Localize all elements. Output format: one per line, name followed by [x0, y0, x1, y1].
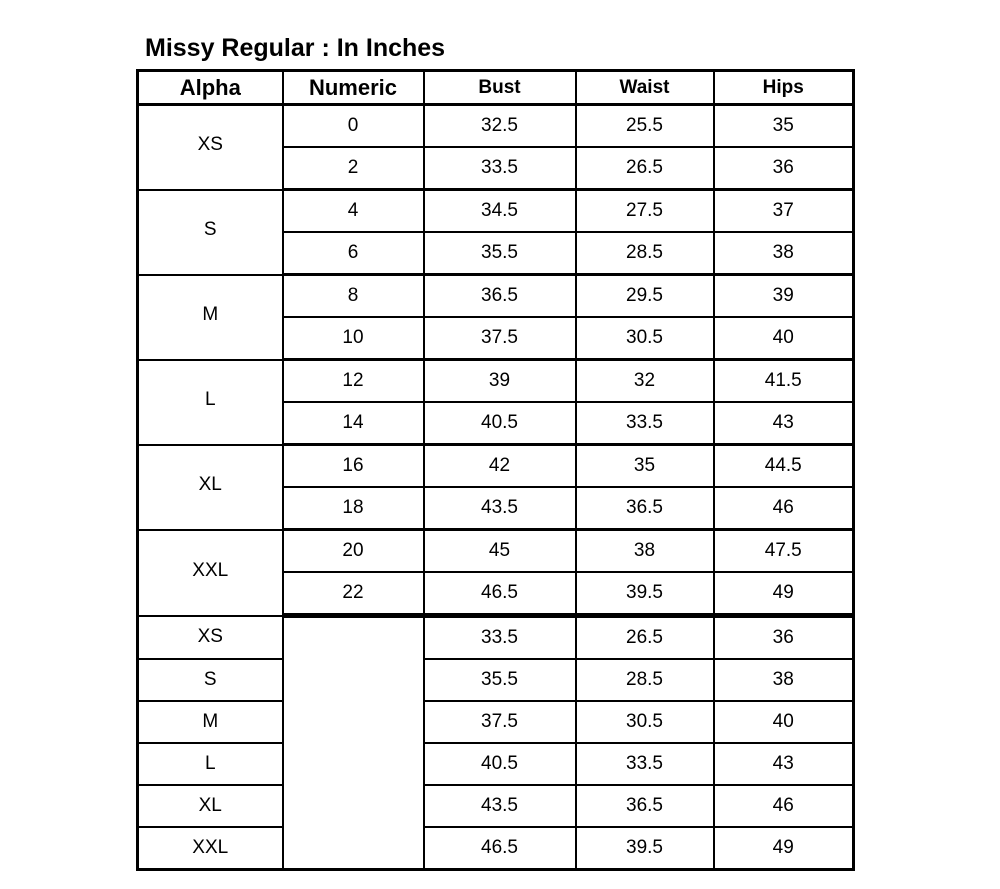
bust-cell: 32.5 [424, 105, 576, 148]
bust-cell: 37.5 [424, 701, 576, 743]
table-header [138, 71, 854, 105]
bust-cell: 46.5 [424, 572, 576, 616]
waist-cell: 35 [576, 445, 714, 488]
header-waist: Waist [576, 71, 714, 105]
table-row [138, 530, 854, 573]
waist-cell: 32 [576, 360, 714, 403]
hips-cell: 36 [714, 616, 854, 660]
waist-cell: 27.5 [576, 190, 714, 233]
alpha-size-cell: XXL [138, 827, 283, 870]
table-row [138, 827, 854, 870]
bust-cell: 42 [424, 445, 576, 488]
numeric-size-cell: 18 [283, 487, 424, 530]
bust-cell: 36.5 [424, 275, 576, 318]
waist-cell: 38 [576, 530, 714, 573]
numeric-size-cell: 4 [283, 190, 424, 233]
header-hips: Hips [714, 71, 854, 105]
numeric-size-section [138, 105, 854, 616]
bust-cell: 39 [424, 360, 576, 403]
header-bust: Bust [424, 71, 576, 105]
numeric-size-cell: 2 [283, 147, 424, 190]
hips-cell: 49 [714, 572, 854, 616]
numeric-size-cell: 12 [283, 360, 424, 403]
bust-cell: 40.5 [424, 402, 576, 445]
waist-cell: 36.5 [576, 785, 714, 827]
bust-cell: 43.5 [424, 487, 576, 530]
hips-cell: 37 [714, 190, 854, 233]
hips-cell: 38 [714, 659, 854, 701]
numeric-size-cell: 0 [283, 105, 424, 148]
bust-cell: 40.5 [424, 743, 576, 785]
numeric-size-cell: 22 [283, 572, 424, 616]
alpha-size-cell: XS [138, 616, 283, 660]
alpha-size-cell: S [138, 659, 283, 701]
table-row [138, 616, 854, 660]
numeric-size-cell: 8 [283, 275, 424, 318]
bust-cell: 34.5 [424, 190, 576, 233]
waist-cell: 33.5 [576, 743, 714, 785]
waist-cell: 30.5 [576, 701, 714, 743]
bust-cell: 35.5 [424, 232, 576, 275]
bust-cell: 35.5 [424, 659, 576, 701]
alpha-size-cell: XS [138, 105, 283, 190]
hips-cell: 46 [714, 785, 854, 827]
waist-cell: 26.5 [576, 616, 714, 660]
bust-cell: 43.5 [424, 785, 576, 827]
waist-cell: 25.5 [576, 105, 714, 148]
waist-cell: 33.5 [576, 402, 714, 445]
hips-cell: 40 [714, 317, 854, 360]
table-row [138, 659, 854, 701]
bust-cell: 33.5 [424, 147, 576, 190]
hips-cell: 35 [714, 105, 854, 148]
waist-cell: 39.5 [576, 827, 714, 870]
hips-cell: 36 [714, 147, 854, 190]
hips-cell: 41.5 [714, 360, 854, 403]
header-row [138, 71, 854, 105]
header-alpha: Alpha [138, 71, 283, 105]
bust-cell: 37.5 [424, 317, 576, 360]
bust-cell: 46.5 [424, 827, 576, 870]
hips-cell: 47.5 [714, 530, 854, 573]
alpha-size-cell: XL [138, 445, 283, 530]
waist-cell: 30.5 [576, 317, 714, 360]
table-row [138, 360, 854, 403]
table-row [138, 785, 854, 827]
alpha-size-cell: L [138, 360, 283, 445]
table-row [138, 445, 854, 488]
table-row [138, 190, 854, 233]
numeric-size-cell: 10 [283, 317, 424, 360]
alpha-size-section [138, 616, 854, 870]
chart-title: Missy Regular : In Inches [145, 34, 446, 62]
waist-cell: 29.5 [576, 275, 714, 318]
size-chart-table [136, 69, 855, 871]
waist-cell: 36.5 [576, 487, 714, 530]
numeric-size-cell: 6 [283, 232, 424, 275]
bust-cell: 45 [424, 530, 576, 573]
alpha-size-cell: XXL [138, 530, 283, 616]
hips-cell: 39 [714, 275, 854, 318]
hips-cell: 38 [714, 232, 854, 275]
waist-cell: 39.5 [576, 572, 714, 616]
hips-cell: 43 [714, 402, 854, 445]
waist-cell: 28.5 [576, 659, 714, 701]
table-row [138, 275, 854, 318]
alpha-size-cell: S [138, 190, 283, 275]
bust-cell: 33.5 [424, 616, 576, 660]
table-row [138, 105, 854, 148]
alpha-size-cell: M [138, 275, 283, 360]
waist-cell: 26.5 [576, 147, 714, 190]
hips-cell: 44.5 [714, 445, 854, 488]
hips-cell: 49 [714, 827, 854, 870]
hips-cell: 46 [714, 487, 854, 530]
numeric-size-cell: 20 [283, 530, 424, 573]
alpha-size-cell: XL [138, 785, 283, 827]
numeric-size-cell: 14 [283, 402, 424, 445]
empty-numeric-cell [283, 616, 424, 870]
waist-cell: 28.5 [576, 232, 714, 275]
numeric-size-cell: 16 [283, 445, 424, 488]
table-row [138, 701, 854, 743]
hips-cell: 40 [714, 701, 854, 743]
header-numeric: Numeric [283, 71, 424, 105]
table-row [138, 743, 854, 785]
alpha-size-cell: L [138, 743, 283, 785]
hips-cell: 43 [714, 743, 854, 785]
alpha-size-cell: M [138, 701, 283, 743]
